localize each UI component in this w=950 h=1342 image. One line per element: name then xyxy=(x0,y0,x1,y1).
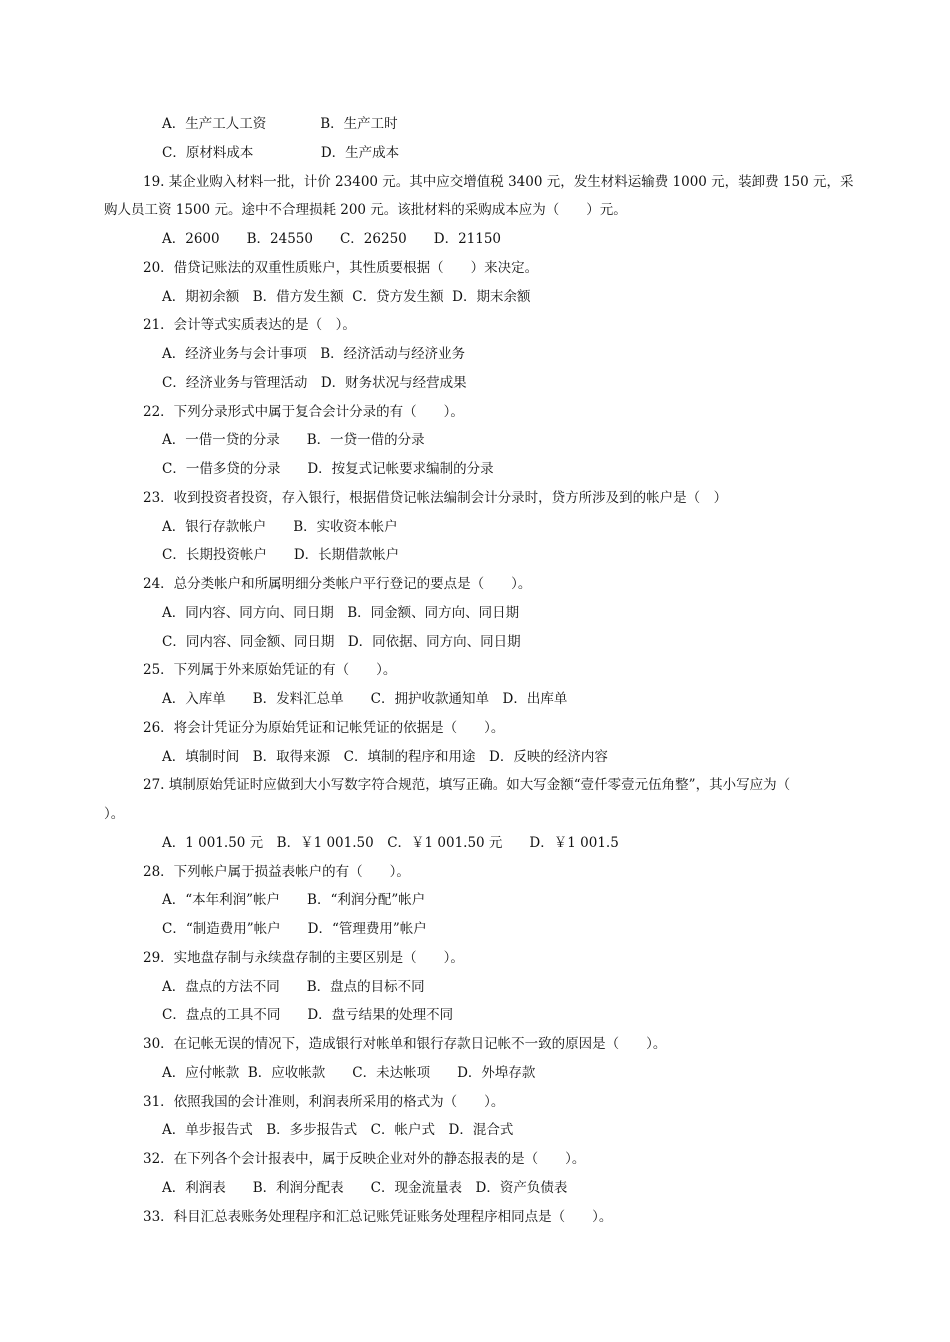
question-text: 23．收到投资者投资，存入银行，根据借贷记帐法编制会计分录时，贷方所涉及到的帐户是（ ） xyxy=(143,489,728,506)
answer-options: A．2600 B．24550 C．26250 D．21150 xyxy=(162,231,502,247)
question-text: 25．下列属于外来原始凭证的有（ ）。 xyxy=(143,662,397,679)
answer-options: A．同内容、同方向、同日期 B．同金额、同方向、同日期 xyxy=(162,604,520,621)
question-text: 19. 某企业购入材料一批，计价 23400 元。其中应交增值税 3400 元，发生材料运输费 1000 元，装卸费 150 元，采 xyxy=(143,173,854,190)
answer-options: A．单步报告式 B．多步报告式 C．帐户式 D．混合式 xyxy=(162,1122,514,1139)
answer-options: A．盘点的方法不同 B．盘点的目标不同 xyxy=(162,978,425,995)
question-text: 21．会计等式实质表达的是（ ）。 xyxy=(143,317,356,334)
question-text: 28．下列帐户属于损益表帐户的有（ ）。 xyxy=(143,863,410,880)
question-text: 29．实地盘存制与永续盘存制的主要区别是（ ）。 xyxy=(143,949,464,966)
answer-options: A．生产工人工资 B．生产工时 xyxy=(162,116,398,132)
question-text: 31．依照我国的会计准则，利润表所采用的格式为（ ）。 xyxy=(143,1093,505,1110)
answer-options: C．同内容、同金额、同日期 D．同依据、同方向、同日期 xyxy=(162,633,521,650)
answer-options: A．一借一贷的分录 B．一贷一借的分录 xyxy=(162,432,425,449)
question-text: 26．将会计凭证分为原始凭证和记帐凭证的依据是（ ）。 xyxy=(143,719,505,736)
answer-options: A．经济业务与会计事项 B．经济活动与经济业务 xyxy=(162,346,466,362)
question-text: 24．总分类帐户和所属明细分类帐户平行登记的要点是（ ）。 xyxy=(143,576,532,592)
question-text: 22．下列分录形式中属于复合会计分录的有（ ）。 xyxy=(143,403,464,420)
answer-options: A．利润表 B．利润分配表 C．现金流量表 D．资产负债表 xyxy=(162,1179,568,1196)
question-text-continued: ）。 xyxy=(104,806,125,822)
question-text: 32．在下列各个会计报表中，属于反映企业对外的静态报表的是（ ）。 xyxy=(143,1151,586,1167)
answer-options: A．期初余额 B．借方发生额 C．贷方发生额 D．期末余额 xyxy=(162,288,531,305)
answer-options: A．入库单 B．发料汇总单 C．拥护收款通知单 D．出库单 xyxy=(162,691,568,707)
answer-options: C．长期投资帐户 D．长期借款帐户 xyxy=(162,547,400,564)
answer-options: C．“制造费用”帐户 D．“管理费用”帐户 xyxy=(162,921,427,937)
answer-options: A．填制时间 B．取得来源 C．填制的程序和用途 D．反映的经济内容 xyxy=(162,748,608,765)
question-text: 20．借贷记账法的双重性质账户，其性质要根据（ ）来决定。 xyxy=(143,259,539,276)
answer-options: A．“本年利润”帐户 B．“利润分配”帐户 xyxy=(162,892,426,909)
answer-options: A．应付帐款 B．应收帐款 C．未达帐项 D．外埠存款 xyxy=(162,1064,536,1081)
question-text-continued: 购人员工资 1500 元。途中不合理损耗 200 元。该批材料的采购成本应为（ ）元。 xyxy=(104,202,627,219)
question-text: 30．在记帐无误的情况下，造成银行对帐单和银行存款日记帐不一致的原因是（ ）。 xyxy=(143,1036,667,1052)
answer-options: C．经济业务与管理活动 D．财务状况与经营成果 xyxy=(162,374,467,391)
answer-options: C．盘点的工具不同 D．盘亏结果的处理不同 xyxy=(162,1007,454,1024)
answer-options: C．原材料成本 D．生产成本 xyxy=(162,144,400,161)
question-text: 33．科目汇总表账务处理程序和汇总记账凭证账务处理程序相同点是（ ）。 xyxy=(143,1208,613,1225)
answer-options: A．银行存款帐户 B．实收资本帐户 xyxy=(162,518,398,535)
answer-options: A．1 001.50 元 B．￥1 001.50 C．￥1 001.50 元 D．￥1 001.5 xyxy=(162,834,619,851)
answer-options: C．一借多贷的分录 D．按复式记帐要求编制的分录 xyxy=(162,461,494,477)
question-text: 27. 填制原始凭证时应做到大小写数字符合规范，填写正确。如大写金额“壹仟零壹元伍角整”，其小写应为（ xyxy=(143,777,791,794)
